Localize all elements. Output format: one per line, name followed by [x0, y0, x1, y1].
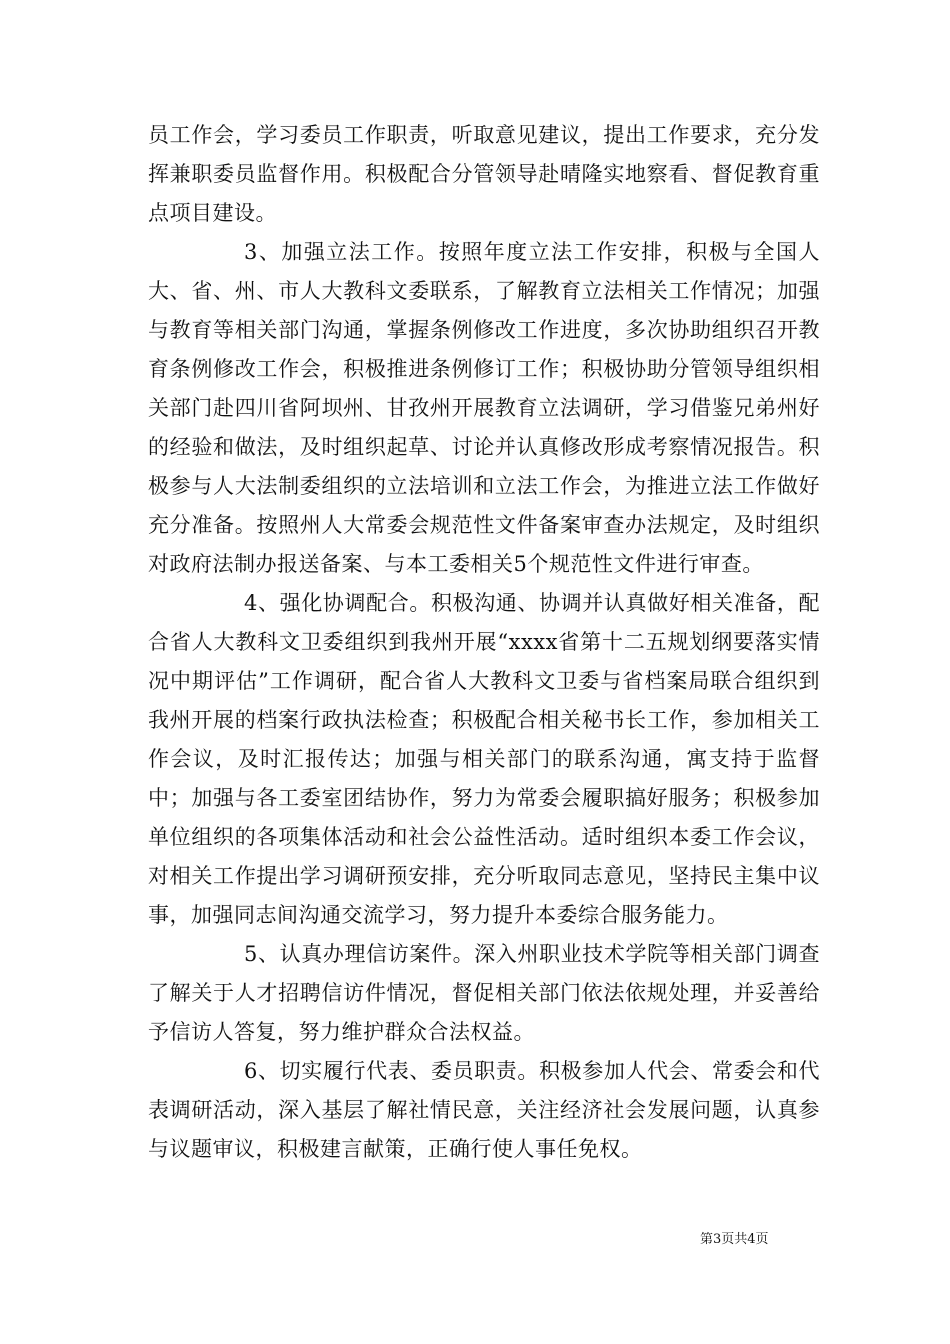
- page-number-footer: 第3页共4页: [700, 1232, 769, 1247]
- paragraph-petition: 5、认真办理信访案件。深入州职业技术学院等相关部门调查了解关于人才招聘信访件情况，督促相关部门依法依规处理，并妥善给予信访人答复，努力维护群众合法权益。: [148, 942, 820, 1044]
- paragraph-duties: 6、切实履行代表、委员职责。积极参加人代会、常委会和代表调研活动，深入基层了解社情民意，关注经济社会发展问题，认真参与议题审议，积极建言献策，正确行使人事任免权。: [148, 1059, 820, 1161]
- paragraph-coordination: 4、强化协调配合。积极沟通、协调并认真做好相关准备，配合省人大教科文卫委组织到我州开展“xxxx省第十二五规划纲要落实情况中期评估”工作调研，配合省人大教科文卫委与省档案局联合组织到我州开展的档案行政执法检查；积极配合相关秘书长工作，参加相关工作会议，及时汇报传达；加强与相关部门的联系沟通，寓支持于监督中；加强与各工委室团结协作，努力为常委会履职搞好服务；积极参加单位组织的各项集体活动和社会公益性活动。适时组织本委工作会议，对相关工作提出学习调研预安排，充分听取同志意见，坚持民主集中议事，加强同志间沟通交流学习，努力提升本委综合服务能力。: [148, 591, 820, 927]
- document-body: [148, 116, 820, 1169]
- paragraph-continuation: 员工作会，学习委员工作职责，听取意见建议，提出工作要求，充分发挥兼职委员监督作用。积极配合分管领导赴晴隆实地察看、督促教育重点项目建设。: [148, 123, 820, 225]
- paragraph-legislation: 3、加强立法工作。按照年度立法工作安排，积极与全国人大、省、州、市人大教科文委联系，了解教育立法相关工作情况；加强与教育等相关部门沟通，掌握条例修改工作进度，多次协助组织召开教育条例修改工作会，积极推进条例修订工作；积极协助分管领导组织相关部门赴四川省阿坝州、甘孜州开展教育立法调研，学习借鉴兄弟州好的经验和做法，及时组织起草、讨论并认真修改形成考察情况报告。积极参与人大法制委组织的立法培训和立法工作会，为推进立法工作做好充分准备。按照州人大常委会规范性文件备案审查办法规定，及时组织对政府法制办报送备案、与本工委相关5个规范性文件进行审查。: [148, 240, 820, 576]
